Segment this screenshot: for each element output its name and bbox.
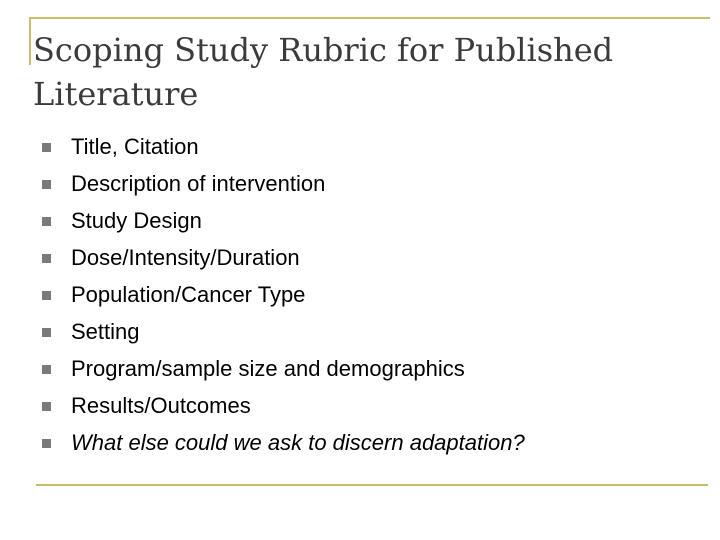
top-accent-line: [29, 17, 710, 19]
bullet-text: Population/Cancer Type: [71, 282, 306, 307]
square-bullet-icon: [42, 254, 51, 263]
bullet-text: Setting: [71, 319, 140, 344]
bullet-text: Description of intervention: [71, 171, 326, 196]
square-bullet-icon: [42, 180, 51, 189]
bullet-text: Study Design: [71, 208, 202, 233]
bottom-accent-line: [36, 484, 708, 486]
square-bullet-icon: [42, 217, 51, 226]
square-bullet-icon: [42, 328, 51, 337]
left-accent-line: [29, 17, 31, 65]
square-bullet-icon: [42, 402, 51, 411]
bullet-text: Dose/Intensity/Duration: [71, 245, 300, 270]
bullet-text: What else could we ask to discern adaptation?: [71, 430, 525, 455]
square-bullet-icon: [42, 143, 51, 152]
square-bullet-icon: [42, 439, 51, 448]
slide-title: Scoping Study Rubric for Published Literature: [33, 31, 614, 113]
square-bullet-icon: [42, 291, 51, 300]
bullet-text: Program/sample size and demographics: [71, 356, 465, 381]
square-bullet-icon: [42, 365, 51, 374]
bullet-text: Results/Outcomes: [71, 393, 251, 418]
bullet-text: Title, Citation: [71, 134, 199, 159]
